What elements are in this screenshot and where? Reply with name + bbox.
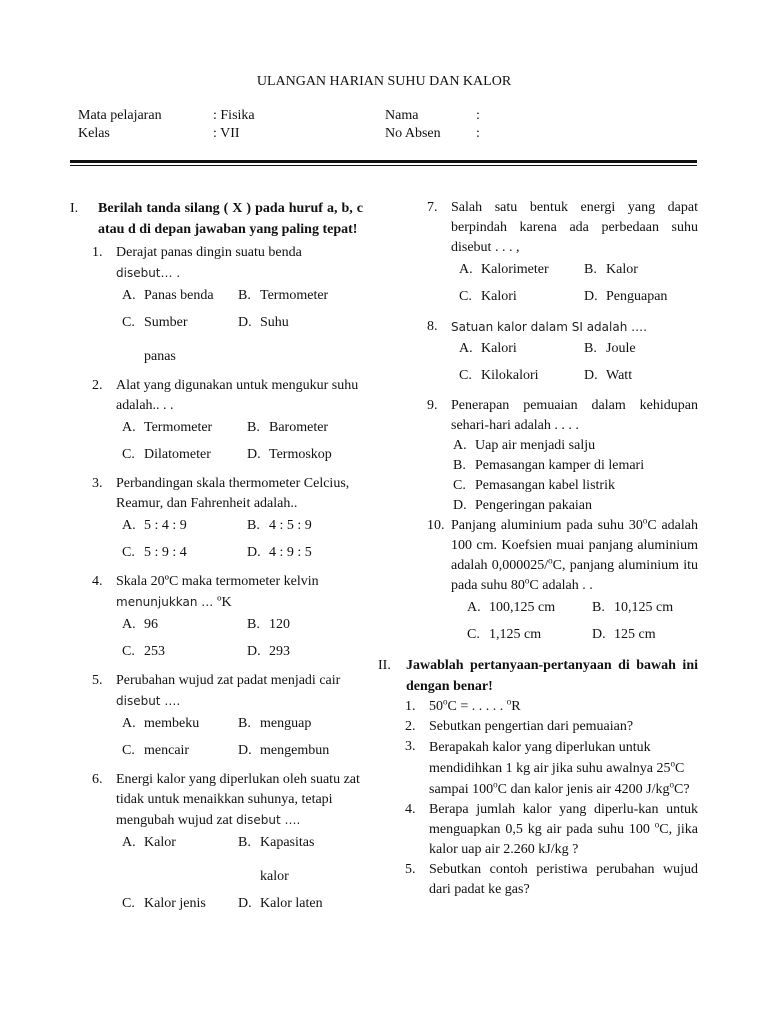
option-text-line: Sumber bbox=[144, 315, 188, 330]
left-column bbox=[70, 198, 363, 914]
question-5 bbox=[70, 671, 363, 712]
option-text: 293 bbox=[269, 644, 290, 659]
mapel-label: Mata pelajaran bbox=[78, 108, 162, 123]
degree-superscript: o bbox=[654, 819, 660, 830]
option-b[interactable] bbox=[584, 260, 698, 280]
question-text-part: C? bbox=[674, 782, 690, 797]
option-letter: B. bbox=[247, 617, 260, 632]
options-2 bbox=[70, 418, 363, 465]
option-text: Suhu bbox=[260, 315, 289, 330]
option-letter: C. bbox=[122, 447, 135, 462]
option-text: Pemasangan kabel listrik bbox=[475, 478, 615, 493]
question-unit: ºK bbox=[217, 595, 232, 610]
option-letter: D. bbox=[238, 896, 252, 911]
question-number: 5. bbox=[405, 862, 416, 877]
option-text: 4 : 5 : 9 bbox=[269, 518, 312, 533]
option-b[interactable] bbox=[238, 833, 363, 887]
option-d[interactable] bbox=[584, 366, 698, 386]
option-text: Termometer bbox=[260, 288, 329, 303]
option-d[interactable] bbox=[238, 313, 363, 367]
option-c[interactable] bbox=[459, 287, 584, 307]
question-7 bbox=[405, 198, 698, 258]
question-number: 4. bbox=[405, 802, 416, 817]
question-number: 10. bbox=[427, 518, 445, 533]
option-text bbox=[144, 313, 188, 367]
question-text-line: Energi kalor yang diperlukan oleh suatu zat tidak untuk menaikkan suhunya, tetapi mengubah wujud zat bbox=[116, 772, 360, 828]
question-text: Perbandingan skala thermometer Celcius, Reamur, dan Fahrenheit adalah.. bbox=[116, 476, 350, 511]
options-1 bbox=[70, 286, 363, 367]
option-a[interactable] bbox=[122, 516, 247, 536]
question-number: 8. bbox=[427, 319, 438, 334]
option-letter: B. bbox=[238, 288, 251, 303]
option-b[interactable] bbox=[592, 598, 698, 618]
option-text: 5 : 9 : 4 bbox=[144, 545, 187, 560]
option-text: Uap air menjadi salju bbox=[475, 438, 596, 453]
option-a[interactable] bbox=[122, 615, 247, 635]
option-text: Kalori bbox=[481, 341, 517, 356]
question-text bbox=[451, 516, 698, 596]
degree-superscript: o bbox=[670, 758, 675, 769]
question-text bbox=[429, 697, 698, 717]
option-letter: C. bbox=[459, 289, 472, 304]
option-letter: B. bbox=[247, 420, 260, 435]
question-9 bbox=[405, 396, 698, 436]
option-text: menguap bbox=[260, 716, 312, 731]
option-text: 125 cm bbox=[614, 627, 656, 642]
option-a[interactable] bbox=[459, 260, 584, 280]
essay-5 bbox=[405, 860, 698, 900]
section-2-instruction: Jawablah pertanyaan-pertanyaan di bawah ini dengan benar! bbox=[406, 658, 698, 694]
options-3 bbox=[70, 516, 363, 563]
question-6 bbox=[70, 770, 363, 831]
question-1 bbox=[70, 243, 363, 284]
option-letter: D. bbox=[238, 315, 252, 330]
option-c[interactable] bbox=[467, 625, 592, 645]
option-text: 120 bbox=[269, 617, 290, 632]
question-text: Sebutkan pengertian dari pemuaian? bbox=[429, 719, 634, 734]
option-text: Pemasangan kamper di lemari bbox=[475, 458, 645, 473]
question-text-line: Derajat panas dingin suatu benda bbox=[116, 245, 302, 260]
absen-value: : bbox=[476, 126, 480, 141]
question-text-part: C = . . . . . bbox=[447, 699, 507, 714]
option-text: 100,125 cm bbox=[489, 600, 556, 615]
question-text-part: 50 bbox=[429, 699, 443, 714]
option-c[interactable] bbox=[122, 894, 238, 914]
option-letter: A. bbox=[467, 600, 481, 615]
option-text-line: Kapasitas bbox=[260, 835, 315, 850]
question-text-part: Panjang aluminium pada suhu 30 bbox=[451, 518, 643, 533]
question-text bbox=[116, 671, 363, 712]
option-text: Termometer bbox=[144, 420, 213, 435]
option-text bbox=[260, 833, 314, 887]
degree-superscript: o bbox=[493, 779, 498, 790]
option-c[interactable] bbox=[459, 366, 584, 386]
option-text: 253 bbox=[144, 644, 165, 659]
option-letter: A. bbox=[459, 341, 473, 356]
question-text-line: Skala 20ºC maka termometer kelvin bbox=[116, 574, 319, 589]
option-d[interactable] bbox=[247, 543, 363, 563]
question-text bbox=[429, 800, 698, 860]
option-letter: B. bbox=[238, 835, 251, 850]
right-column bbox=[378, 198, 698, 900]
question-number: 4. bbox=[92, 574, 103, 589]
option-text: Joule bbox=[606, 341, 636, 356]
degree-superscript: o bbox=[669, 779, 675, 790]
option-letter: A. bbox=[122, 518, 136, 533]
option-text-line: kalor bbox=[260, 869, 289, 884]
option-letter: B. bbox=[584, 262, 597, 277]
section-1-number: I. bbox=[70, 201, 79, 216]
option-letter: C. bbox=[453, 478, 466, 493]
section-2-number: II. bbox=[378, 658, 391, 673]
question-text: Alat yang digunakan untuk mengukur suhu adalah.. . . bbox=[116, 378, 359, 413]
options-9 bbox=[405, 436, 698, 516]
question-text-part: Berapakah kalor yang diperlukan untuk mendidihkan 1 kg air jika suhu awalnya 25 bbox=[429, 740, 671, 776]
nama-value: : bbox=[476, 108, 480, 123]
degree-superscript: o bbox=[443, 696, 448, 707]
option-letter: A. bbox=[122, 835, 136, 850]
question-number: 5. bbox=[92, 673, 103, 688]
kelas-label: Kelas bbox=[78, 126, 110, 141]
option-b[interactable] bbox=[247, 615, 363, 635]
question-number: 3. bbox=[405, 739, 416, 754]
question-text-part: C sampai 100 bbox=[429, 761, 685, 797]
option-c[interactable] bbox=[122, 642, 247, 662]
nama-label: Nama bbox=[385, 108, 419, 123]
option-letter: A. bbox=[122, 716, 136, 731]
option-b[interactable] bbox=[453, 456, 698, 476]
question-number: 3. bbox=[92, 476, 103, 491]
option-text: 96 bbox=[144, 617, 158, 632]
question-text bbox=[116, 572, 363, 613]
option-text: Penguapan bbox=[606, 289, 668, 304]
option-c[interactable] bbox=[122, 445, 247, 465]
essay-2 bbox=[405, 717, 698, 737]
question-text: Penerapan pemuaian dalam kehidupan sehari-hari adalah . . . . bbox=[451, 398, 698, 433]
option-text: Kalorimeter bbox=[481, 262, 549, 277]
question-text bbox=[116, 243, 363, 284]
option-b[interactable] bbox=[247, 516, 363, 536]
option-d[interactable] bbox=[238, 894, 363, 914]
question-number: 6. bbox=[92, 772, 103, 787]
option-a[interactable] bbox=[459, 339, 584, 359]
option-text: membeku bbox=[144, 716, 200, 731]
option-letter: C. bbox=[122, 743, 135, 758]
option-letter: A. bbox=[459, 262, 473, 277]
option-text: 4 : 9 : 5 bbox=[269, 545, 312, 560]
options-8 bbox=[405, 339, 698, 386]
option-letter: D. bbox=[584, 289, 598, 304]
option-text: Termoskop bbox=[269, 447, 332, 462]
option-letter: C. bbox=[467, 627, 480, 642]
kelas-value: : VII bbox=[213, 126, 240, 141]
option-letter: C. bbox=[122, 644, 135, 659]
option-d[interactable] bbox=[238, 741, 363, 761]
question-text-part: C, panjang aluminium itu pada suhu 80 bbox=[451, 558, 698, 593]
option-letter: D. bbox=[592, 627, 606, 642]
option-text: 1,125 cm bbox=[489, 627, 542, 642]
question-text: Sebutkan contoh peristiwa perubahan wujud dari padat ke gas? bbox=[429, 862, 698, 897]
option-letter: B. bbox=[584, 341, 597, 356]
option-c[interactable] bbox=[122, 313, 238, 367]
option-text: Kalor jenis bbox=[144, 896, 206, 911]
options-5 bbox=[70, 714, 363, 761]
essay-4 bbox=[405, 800, 698, 860]
question-text: Satuan kalor dalam SI adalah …. bbox=[451, 320, 647, 334]
question-number: 1. bbox=[405, 699, 416, 714]
question-number: 1. bbox=[92, 245, 103, 260]
question-text-part: C adalah 100 cm. Koefsien muai panjang aluminium adalah 0,000025/ bbox=[451, 518, 698, 573]
question-text-tail: disebut …. bbox=[236, 813, 301, 827]
section-2-heading bbox=[378, 655, 698, 697]
option-letter: C. bbox=[122, 896, 135, 911]
option-letter: B. bbox=[592, 600, 605, 615]
option-letter: D. bbox=[584, 368, 598, 383]
option-text: Kalor laten bbox=[260, 896, 323, 911]
section-1-heading bbox=[70, 198, 363, 240]
question-4 bbox=[70, 572, 363, 613]
question-text-part: C, jika kalor uap air 2.260 kJ/kg ? bbox=[429, 822, 698, 857]
degree-superscript: o bbox=[506, 696, 512, 707]
option-d[interactable] bbox=[247, 642, 363, 662]
option-b[interactable] bbox=[238, 714, 363, 734]
question-text: Salah satu bentuk energi yang dapat berpindah karena ada perbedaan suhu disebut . . . , bbox=[451, 200, 698, 255]
option-text-line: panas bbox=[144, 349, 176, 364]
question-number: 2. bbox=[92, 378, 103, 393]
options-7 bbox=[405, 260, 698, 307]
option-letter: B. bbox=[238, 716, 251, 731]
option-letter: A. bbox=[453, 438, 467, 453]
option-text: Panas benda bbox=[144, 288, 214, 303]
option-d[interactable] bbox=[592, 625, 698, 645]
degree-superscript: o bbox=[548, 555, 553, 566]
question-text-part: Berapa jumlah kalor yang diperlu-kan untuk menguapkan 0,5 kg air pada suhu 100 bbox=[429, 802, 698, 837]
option-letter: A. bbox=[122, 288, 136, 303]
question-text-part: C dan kalor jenis air 4200 J/kg bbox=[497, 782, 670, 797]
option-d[interactable] bbox=[453, 496, 698, 516]
question-3 bbox=[70, 474, 363, 514]
option-b[interactable] bbox=[584, 339, 698, 359]
option-letter: C. bbox=[459, 368, 472, 383]
option-letter: D. bbox=[247, 447, 261, 462]
option-d[interactable] bbox=[247, 445, 363, 465]
options-4 bbox=[70, 615, 363, 662]
question-text-tail: menunjukkan … bbox=[116, 595, 218, 609]
option-text: Pengeringan pakaian bbox=[475, 498, 593, 513]
option-letter: C. bbox=[122, 315, 135, 330]
option-a[interactable] bbox=[122, 418, 247, 438]
option-text: Kilokalori bbox=[481, 368, 539, 383]
question-text-part: R bbox=[511, 699, 521, 714]
essay-3 bbox=[405, 737, 698, 800]
option-c[interactable] bbox=[453, 476, 698, 496]
question-number: 2. bbox=[405, 719, 416, 734]
option-a[interactable] bbox=[122, 286, 238, 306]
option-text: 10,125 cm bbox=[614, 600, 674, 615]
degree-superscript: o bbox=[642, 515, 648, 526]
header-divider-thick bbox=[70, 160, 697, 163]
question-text-line: Perubahan wujud zat padat menjadi cair bbox=[116, 673, 341, 688]
option-text: mengembun bbox=[260, 743, 330, 758]
option-letter: D. bbox=[238, 743, 252, 758]
option-text: 5 : 4 : 9 bbox=[144, 518, 187, 533]
option-a[interactable] bbox=[122, 833, 238, 887]
option-text: Kalor bbox=[606, 262, 638, 277]
degree-superscript: o bbox=[524, 575, 530, 586]
option-letter: D. bbox=[247, 545, 261, 560]
option-a[interactable] bbox=[122, 714, 238, 734]
option-letter: C. bbox=[122, 545, 135, 560]
question-8 bbox=[405, 317, 698, 337]
question-2 bbox=[70, 376, 363, 416]
option-text: mencair bbox=[144, 743, 190, 758]
option-d[interactable] bbox=[584, 287, 698, 307]
option-text: Watt bbox=[606, 368, 633, 383]
essay-1 bbox=[405, 697, 698, 717]
option-b[interactable] bbox=[247, 418, 363, 438]
option-text: Barometer bbox=[269, 420, 329, 435]
section-1-instruction: Berilah tanda silang ( X ) pada huruf a, b, c atau d di depan jawaban yang paling tepat! bbox=[98, 201, 363, 237]
page-title: ULANGAN HARIAN SUHU DAN KALOR bbox=[256, 74, 512, 89]
question-text bbox=[116, 770, 363, 831]
option-a[interactable] bbox=[467, 598, 592, 618]
option-letter: B. bbox=[247, 518, 260, 533]
question-number: 7. bbox=[427, 200, 438, 215]
option-a[interactable] bbox=[453, 436, 698, 456]
absen-label: No Absen bbox=[385, 126, 441, 141]
option-c[interactable] bbox=[122, 543, 247, 563]
option-letter: A. bbox=[122, 420, 136, 435]
options-10 bbox=[405, 598, 698, 645]
question-10 bbox=[405, 516, 698, 596]
option-c[interactable] bbox=[122, 741, 238, 761]
header-divider-thin bbox=[70, 165, 697, 166]
option-text: Kalor bbox=[144, 835, 176, 850]
option-text: Dilatometer bbox=[144, 447, 211, 462]
option-letter: D. bbox=[453, 498, 467, 513]
mapel-value: : Fisika bbox=[213, 108, 255, 123]
question-number: 9. bbox=[427, 398, 438, 413]
option-text: Kalori bbox=[481, 289, 517, 304]
option-letter: A. bbox=[122, 617, 136, 632]
option-b[interactable] bbox=[238, 286, 363, 306]
question-text-tail: disebut… . bbox=[116, 266, 181, 280]
question-text-tail: disebut …. bbox=[116, 694, 181, 708]
option-letter: D. bbox=[247, 644, 261, 659]
options-6 bbox=[70, 833, 363, 914]
question-text bbox=[429, 737, 698, 800]
option-letter: B. bbox=[453, 458, 466, 473]
question-text-part: C adalah . . bbox=[529, 578, 593, 593]
